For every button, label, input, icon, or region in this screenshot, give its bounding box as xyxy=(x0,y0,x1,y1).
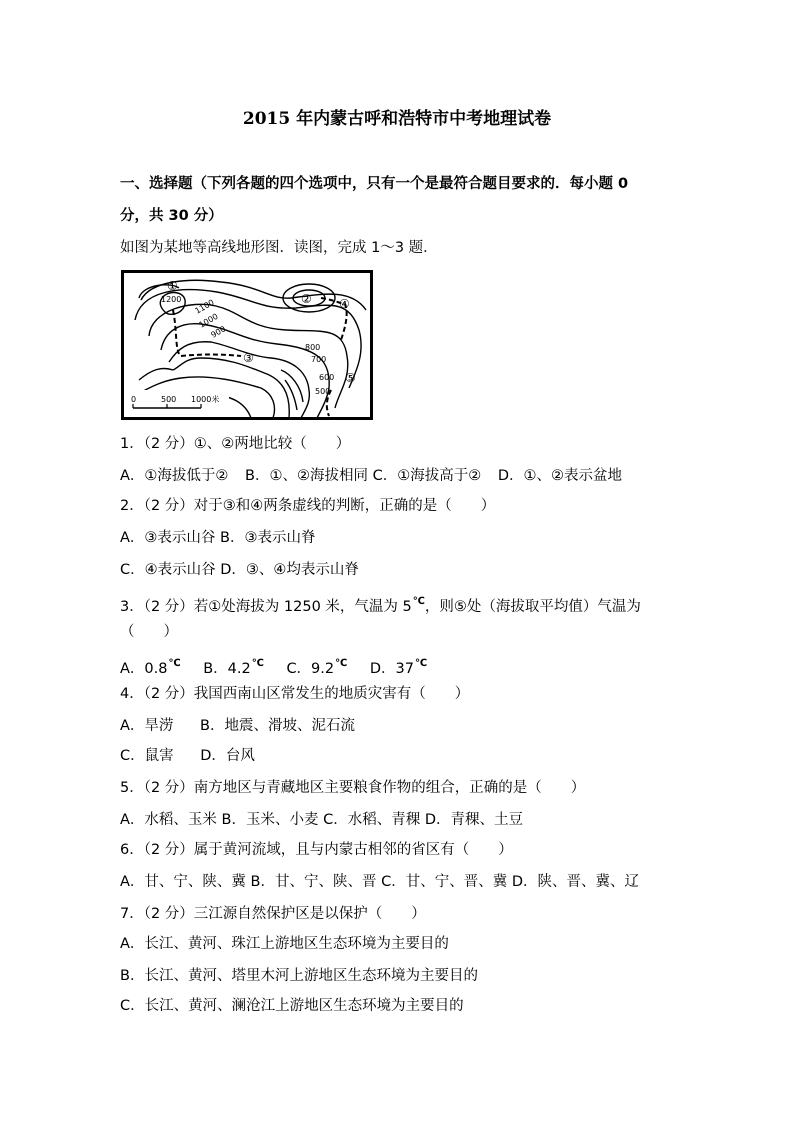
contour-1100: 1100 xyxy=(193,297,216,316)
q3-stem-part3: （ ） xyxy=(120,624,178,640)
question-2-stem: 2．（2 分）对于③和④两条虚线的判断，正确的是（ ） xyxy=(120,498,496,514)
q3-stem-part1: 3．（2 分）若①处海拔为 1250 米，气温为 5 xyxy=(120,599,412,615)
q1-option-b-c[interactable]: B．①、②海拔相同 C．①海拔高于② xyxy=(245,468,482,484)
q4-option-b[interactable]: B．地震、滑坡、泥石流 xyxy=(200,718,355,734)
question-4-options-row2 xyxy=(120,746,255,766)
section-heading-line2: 分，共 30 分） xyxy=(120,208,223,224)
q3-option-d[interactable]: D．37℃ xyxy=(369,658,428,677)
question-3-stem xyxy=(120,592,641,617)
question-3-options xyxy=(120,654,427,679)
q7-option-b[interactable]: B．长江、黄河、塔里木河上游地区生态环境为主要目的 xyxy=(120,968,478,984)
contour-700: 700 xyxy=(311,355,327,364)
q3-option-a[interactable]: A．0.8℃ xyxy=(120,658,181,677)
question-4-stem: 4．（2 分）我国西南山区常发生的地质灾害有（ ） xyxy=(120,686,470,702)
q3-option-b[interactable]: B．4.2℃ xyxy=(203,658,264,677)
svg-text:1000米: 1000米 xyxy=(191,395,220,404)
contour-map xyxy=(121,270,373,420)
q1-option-d[interactable]: D．①、②表示盆地 xyxy=(497,468,622,484)
map-label-3: ③ xyxy=(243,351,254,365)
exam-title: 2015 年内蒙古呼和浩特市中考地理试卷 xyxy=(242,109,552,129)
svg-text:500: 500 xyxy=(161,395,177,404)
question-5-stem: 5．（2 分）南方地区与青藏地区主要粮食作物的组合，正确的是（ ） xyxy=(120,780,586,796)
contour-500: 500 xyxy=(315,387,331,396)
section-heading-line1: 一、选择题（下列各题的四个选项中，只有一个是最符合题目要求的．每小题 0 xyxy=(120,176,629,192)
q7-option-c[interactable]: C．长江、黄河、澜沧江上游地区生态环境为主要目的 xyxy=(120,998,464,1014)
q4-option-c[interactable]: C．鼠害 xyxy=(120,748,174,764)
scale-bar xyxy=(125,390,229,416)
contour-1000: 1000 xyxy=(197,311,220,330)
map-label-4: ④ xyxy=(339,297,350,311)
svg-text:0: 0 xyxy=(131,395,137,404)
intro-text: 如图为某地等高线地形图．读图，完成 1～3 题． xyxy=(120,240,438,256)
q3-option-c[interactable]: C．9.2℃ xyxy=(286,658,348,677)
contour-600: 600 xyxy=(319,373,335,382)
contour-1200: 1200 xyxy=(161,295,182,304)
map-label-1: ① xyxy=(167,279,178,293)
contour-900: 900 xyxy=(209,324,228,340)
q2-options-ab[interactable]: A．③表示山谷 B．③表示山脊 xyxy=(120,530,316,546)
q1-option-a[interactable]: A．①海拔低于② xyxy=(120,468,229,484)
contour-800: 800 xyxy=(305,343,321,352)
question-4-options-row1 xyxy=(120,716,355,736)
q7-option-a[interactable]: A．长江、黄河、珠江上游地区生态环境为主要目的 xyxy=(120,936,449,952)
question-1-options xyxy=(120,466,622,486)
question-6-stem: 6．（2 分）属于黄河流域，且与内蒙古相邻的省区有（ ） xyxy=(120,842,513,858)
q2-options-cd[interactable]: C．④表示山谷 D．③、④均表示山脊 xyxy=(120,562,359,578)
q3-stem-part2: ，则⑤处（海拔取平均值）气温为 xyxy=(424,599,641,615)
degree-symbol: ℃ xyxy=(412,596,425,607)
q5-options[interactable]: A．水稻、玉米 B．玉米、小麦 C．水稻、青稞 D．青稞、土豆 xyxy=(120,812,523,828)
q4-option-d[interactable]: D．台风 xyxy=(200,748,255,764)
map-label-5: ⑤ xyxy=(345,371,356,385)
question-1-stem: 1．（2 分）①、②两地比较（ ） xyxy=(120,436,351,452)
q4-option-a[interactable]: A．旱涝 xyxy=(120,718,174,734)
map-label-2: ② xyxy=(301,292,312,306)
question-7-stem: 7．（2 分）三江源自然保护区是以保护（ ） xyxy=(120,906,426,922)
q6-options[interactable]: A．甘、宁、陕、冀 B．甘、宁、陕、晋 C．甘、宁、晋、冀 D．陕、晋、冀、辽 xyxy=(120,874,639,890)
